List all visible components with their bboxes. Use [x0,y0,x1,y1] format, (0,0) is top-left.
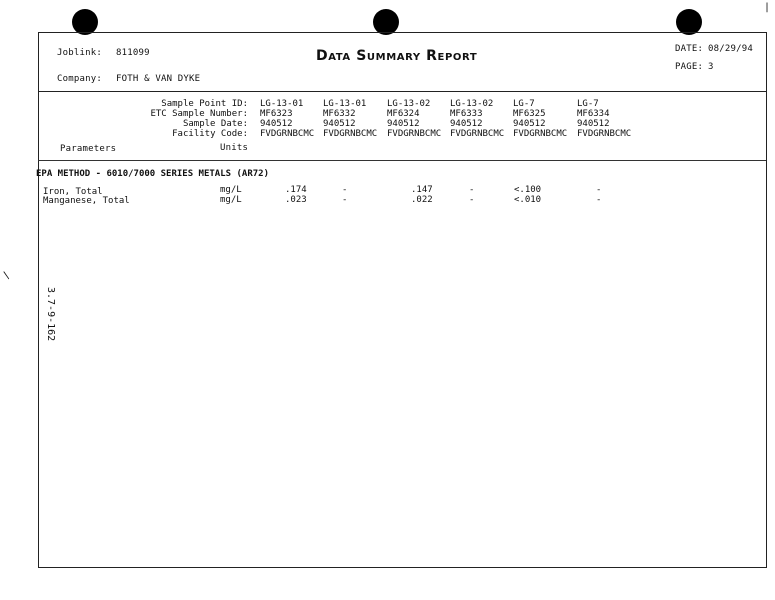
facility-code-label: Facility Code: [172,129,248,139]
header-divider [38,91,766,92]
parameters-header: Parameters [60,144,117,154]
facility-code: FVDGRNBCMC [450,129,505,139]
side-annotation: 3.7-9-162 [45,287,56,342]
sample-date-label: Sample Date: [182,119,248,129]
sample-column-2 [323,99,377,139]
sample-date: 940512 [513,119,546,129]
sample-date: 940512 [323,119,356,129]
sample-number: MF6325 [513,109,546,119]
section-heading: EPA METHOD - 6010/7000 SERIES METALS (AR72) [36,169,269,179]
result-param: Manganese, Total [43,196,130,206]
date-value: 08/29/94 [708,44,753,54]
sample-date: 940512 [260,119,293,129]
result-value: .022 [411,195,433,205]
result-value: - [342,185,348,195]
sample-date: 940512 [577,119,610,129]
etc-sample-label: ETC Sample Number: [150,109,248,119]
joblink-label: Joblink: [57,48,102,58]
date-label: DATE: [675,44,704,54]
sample-column-6 [577,99,631,139]
sample-date: 940512 [387,119,420,129]
company-value: FOTH & VAN DYKE [116,74,201,84]
sample-point: LG-7 [577,99,599,109]
report-title: Data Summary Report [316,48,478,64]
sample-point: LG-13-01 [260,99,304,109]
sample-column-1 [260,99,314,139]
facility-code: FVDGRNBCMC [260,129,315,139]
column-divider [38,160,766,161]
result-value: .174 [285,185,307,195]
company-label: Company: [57,74,102,84]
page-value: 3 [708,62,714,72]
sample-number: MF6323 [260,109,293,119]
result-value: - [469,185,475,195]
sample-column-3 [387,99,441,139]
result-value: .023 [285,195,307,205]
sample-column-4 [450,99,504,139]
units-header: Units [220,143,249,153]
sample-point: LG-13-02 [450,99,494,109]
sample-point: LG-7 [513,99,535,109]
result-unit: mg/L [220,185,242,195]
result-param: Iron, Total [43,187,103,197]
facility-code: FVDGRNBCMC [323,129,378,139]
facility-code: FVDGRNBCMC [577,129,632,139]
sample-column-5 [513,99,567,139]
result-value: - [596,195,602,205]
result-value: <.100 [514,185,542,195]
facility-code: FVDGRNBCMC [513,129,568,139]
sample-point: LG-13-01 [323,99,367,109]
result-value: - [596,185,602,195]
sample-point-label: Sample Point ID: [161,99,248,109]
sample-number: MF6332 [323,109,356,119]
sample-point: LG-13-02 [387,99,431,109]
sample-number: MF6334 [577,109,610,119]
sample-number: MF6333 [450,109,483,119]
result-value: <.010 [514,195,542,205]
sample-number: MF6324 [387,109,420,119]
page-label: PAGE: [675,62,704,72]
facility-code: FVDGRNBCMC [387,129,442,139]
joblink-value: 811099 [116,48,150,58]
sample-row-labels [120,99,248,139]
result-unit: mg/L [220,195,242,205]
scan-mark: / [0,270,14,281]
result-value: .147 [411,185,433,195]
result-value: - [469,195,475,205]
sample-date: 940512 [450,119,483,129]
scan-mark: | [764,2,771,13]
result-value: - [342,195,348,205]
